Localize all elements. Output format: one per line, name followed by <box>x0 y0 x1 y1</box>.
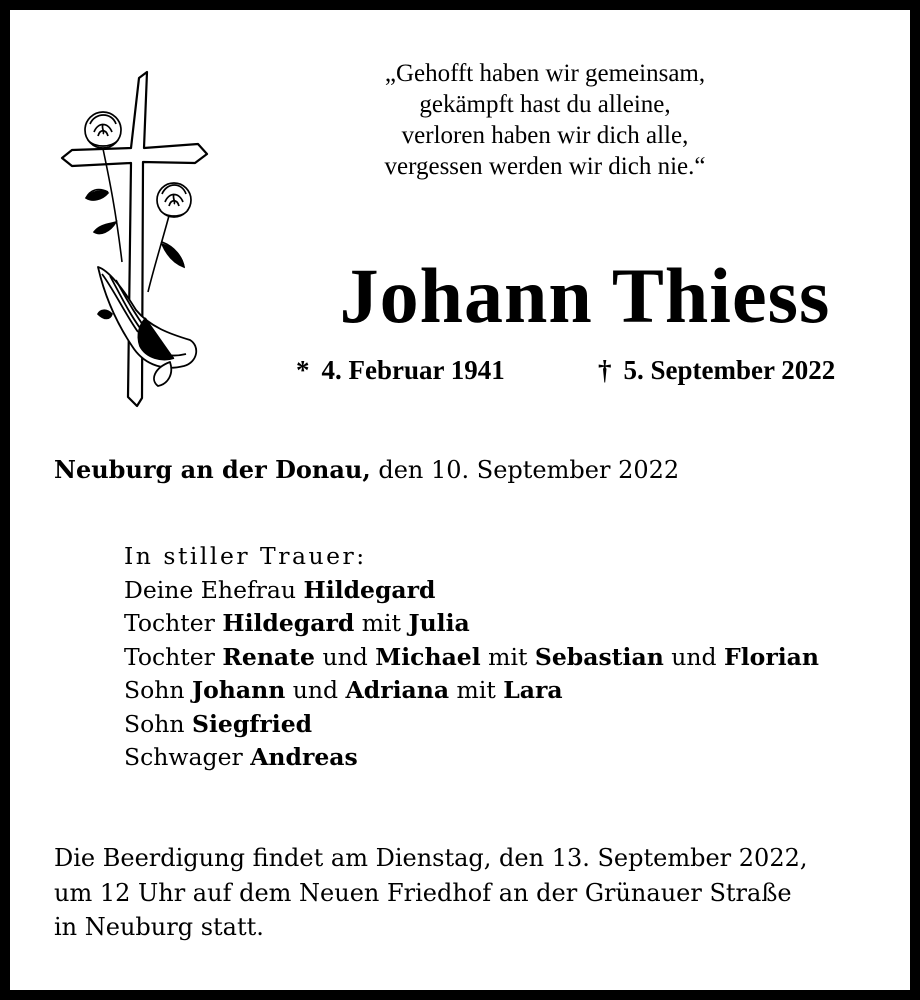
mourner-line <box>124 674 819 708</box>
quote-line: „Gehofft haben wir gemeinsam, <box>384 60 706 87</box>
mourner-relation: Sohn <box>124 709 192 738</box>
quote-line: gekämpft hast du alleine, <box>419 91 671 118</box>
mourner-relation: mit <box>480 642 535 671</box>
mourner-name: Siegfried <box>192 709 313 738</box>
birth-date <box>296 355 505 386</box>
funeral-line: in Neuburg statt. <box>54 913 264 941</box>
mourner-name: Adriana <box>345 676 450 704</box>
mourner-name: Lara <box>503 676 563 704</box>
death-date <box>598 355 835 386</box>
quote-line: vergessen werden wir dich nie.“ <box>384 153 706 180</box>
mourner-relation: und <box>663 642 725 671</box>
mourner-name: Johann <box>192 676 286 704</box>
mourner-lines <box>124 574 819 775</box>
mourner-name: Michael <box>375 642 481 671</box>
birth-symbol: * <box>296 355 310 385</box>
mourner-relation: Sohn <box>124 676 192 704</box>
mourner-relation: mit <box>354 609 409 637</box>
mourner-name: Florian <box>724 642 819 671</box>
mourner-line <box>124 574 819 608</box>
mourner-relation: mit <box>449 676 504 704</box>
mourner-line <box>124 708 819 742</box>
mourner-name: Julia <box>408 609 470 637</box>
mourner-line <box>124 607 819 641</box>
mourner-name: Hildegard <box>222 609 355 637</box>
mourner-name: Andreas <box>250 743 358 771</box>
mourner-relation: Deine Ehefrau <box>124 575 304 604</box>
mourner-name: Renate <box>222 642 315 671</box>
mourner-name: Sebastian <box>534 642 664 671</box>
quote-line: verloren haben wir dich alle, <box>401 122 689 149</box>
mourner-relation: Tochter <box>124 609 223 637</box>
funeral-line: Die Beerdigung findet am Dienstag, den 13. September 2022, <box>54 844 808 872</box>
birth-date-text: 4. Februar 1941 <box>321 355 505 385</box>
mourner-line <box>124 641 819 675</box>
place-date-line <box>54 455 679 484</box>
mourner-line <box>124 741 819 775</box>
death-symbol: † <box>598 355 612 385</box>
memorial-quote <box>300 58 790 182</box>
notice-date: den 10. September 2022 <box>370 456 680 484</box>
mourner-relation: Tochter <box>124 642 223 671</box>
funeral-info <box>54 841 807 945</box>
death-date-text: 5. September 2022 <box>623 355 836 385</box>
mourner-name: Hildegard <box>303 575 436 604</box>
mourners-list <box>124 540 819 775</box>
mourner-relation: Schwager <box>124 743 251 771</box>
mourner-relation: und <box>285 676 346 704</box>
cross-roses-praying-hands-icon <box>50 62 210 412</box>
place-name: Neuburg an der Donau, <box>54 455 371 484</box>
mourner-relation: und <box>314 642 376 671</box>
deceased-name: Johann Thiess <box>339 252 831 339</box>
mourners-intro: In stiller Trauer: <box>124 542 367 570</box>
funeral-line: um 12 Uhr auf dem Neuen Friedhof an der Grünauer Straße <box>54 878 792 907</box>
